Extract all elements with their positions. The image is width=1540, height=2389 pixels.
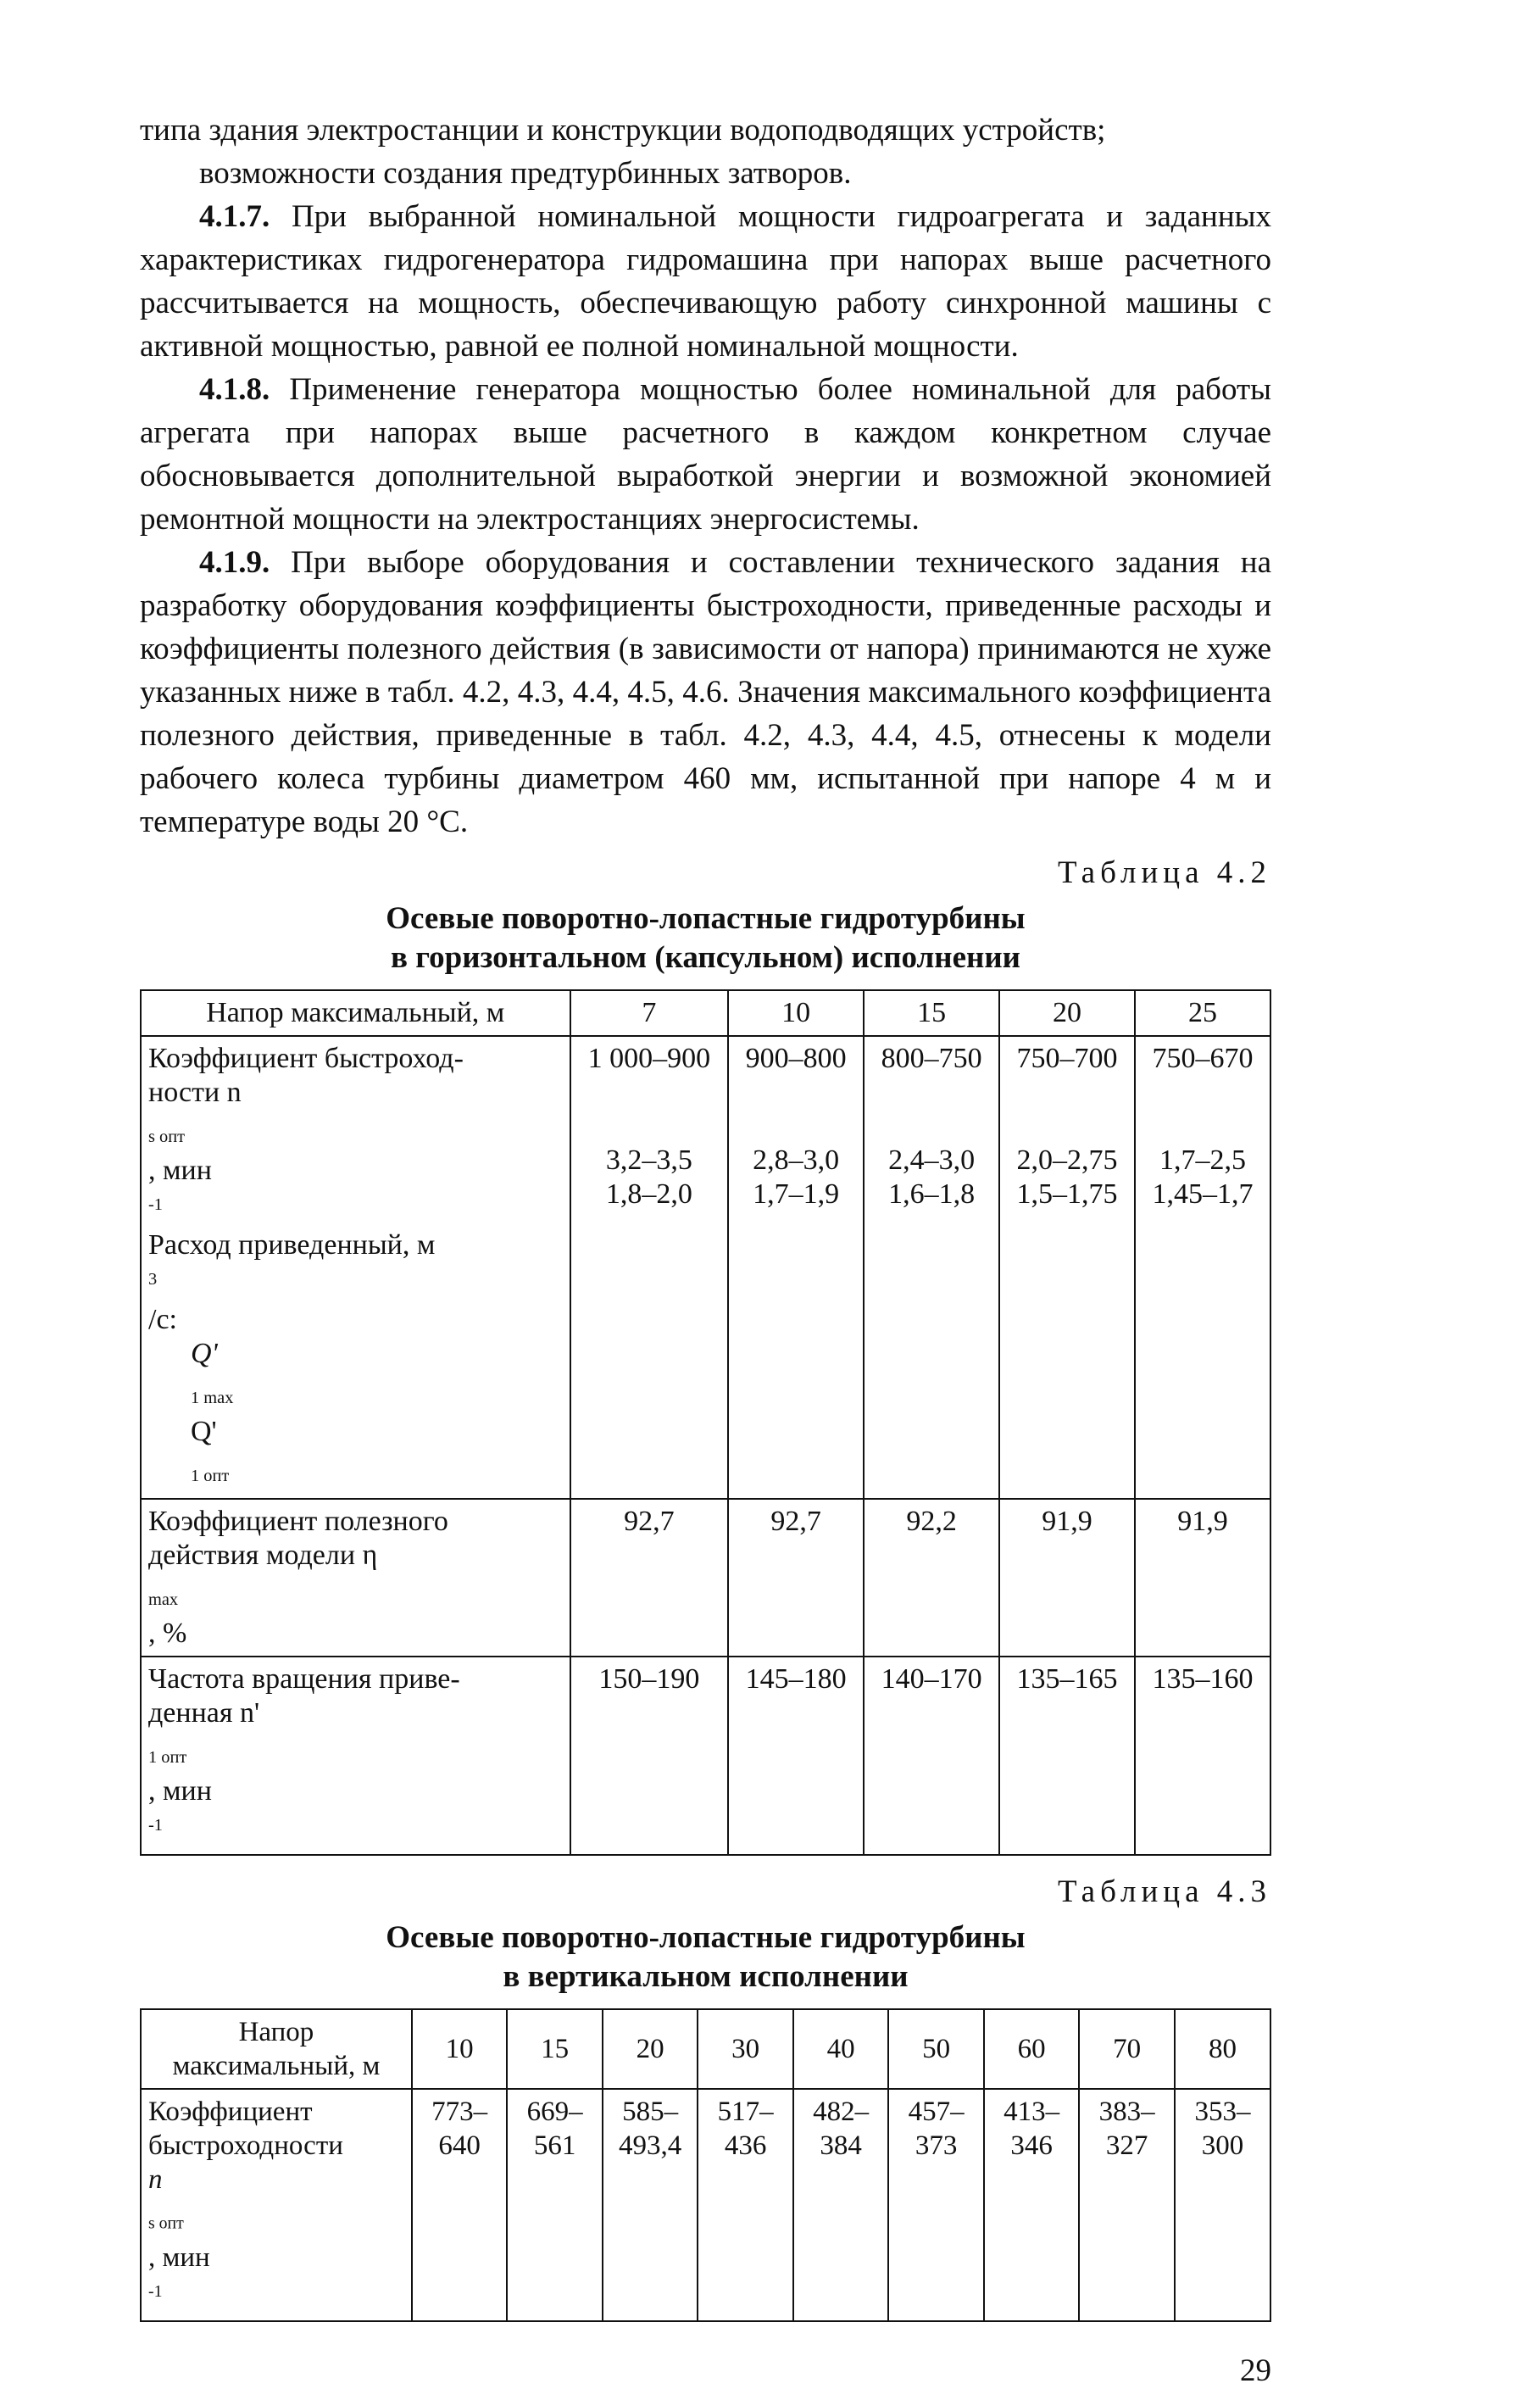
cell-value: 327 [1105, 2130, 1148, 2161]
cell-value: 300 [1201, 2130, 1244, 2161]
table-4-3-cell [793, 2089, 889, 2321]
cell-spacer [736, 1076, 856, 1144]
table-4-3 [140, 2008, 1271, 2322]
cell-value: 413– [1004, 2096, 1060, 2127]
table-4-2-label: Таблица 4.2 [1058, 855, 1271, 890]
clause-number-4-1-7: 4.1.7. [199, 199, 270, 234]
cell-value: 2,4–3,0 [888, 1144, 976, 1176]
cell-value: 750–670 [1152, 1043, 1254, 1074]
table-4-3-cell [1079, 2089, 1175, 2321]
table-4-2 [140, 989, 1271, 1856]
table-4-3-head-cell: 30 [698, 2009, 793, 2089]
table-4-3-head-cell: 10 [412, 2009, 508, 2089]
clause-text-4-1-9: При выборе оборудования и составлении технического задания на разработку оборудования коэффициенты быстроходности, приведенные расходы и коэффициенты полезного действия (в зависимости от напора) принимаются не хуже указанных ниже в табл. 4.2, 4.3, 4.4, 4.5, 4.6. Значения максимального коэффициента полезного действия, приведенные в табл. 4.2, 4.3, 4.4, 4.5, отнесены к модели рабочего колеса турбины диаметром 460 мм, испытанной при напоре 4 м и температуре воды 20 °С. [140, 545, 1271, 839]
cell-value: 2,8–3,0 [753, 1144, 840, 1176]
table-4-2-cell: 135–165 [999, 1657, 1135, 1855]
table-4-2-row-ns-q [141, 1036, 1270, 1499]
cell-value: 1,45–1,7 [1152, 1178, 1254, 1210]
row-label-text: действия модели η [148, 1540, 378, 1572]
row-label-line: Коэффициент полезного [148, 1506, 448, 1538]
table-4-3-label: Таблица 4.3 [1058, 1874, 1271, 1909]
table-4-2-cell: 140–170 [864, 1657, 999, 1855]
row-label-text: ности n [148, 1077, 242, 1108]
table-4-2-cell [1135, 1036, 1270, 1499]
table-4-3-title-line-1: Осевые поворотно-лопастные гидротурбины [386, 1919, 1026, 1955]
cell-value: 800–750 [881, 1043, 982, 1074]
table-4-2-cell [999, 1036, 1135, 1499]
cell-value: 561 [533, 2130, 576, 2161]
table-4-3-cell [507, 2089, 603, 2321]
row-label-line: Частота вращения приве- [148, 1662, 460, 1695]
table-4-3-cell [412, 2089, 508, 2321]
cell-value: 482– [813, 2096, 870, 2127]
cell-value: 669– [526, 2096, 583, 2127]
table-4-3-head-cell: 80 [1175, 2009, 1270, 2089]
cell-value: 353– [1194, 2096, 1251, 2127]
table-4-2-row-label-ns-q [141, 1036, 570, 1499]
row-label-text: денная n' [148, 1696, 260, 1729]
cell-value: 1,5–1,75 [1016, 1178, 1118, 1210]
table-4-3-cell [698, 2089, 793, 2321]
row-label-sub: s опт [148, 1127, 186, 1146]
cell-value: 373 [915, 2130, 958, 2161]
table-4-3-head-cell: 70 [1079, 2009, 1175, 2089]
table-4-3-head-cell: 60 [984, 2009, 1080, 2089]
cell-value: 1,7–2,5 [1159, 1144, 1246, 1176]
cell-spacer [1007, 1076, 1127, 1144]
cell-spacer [871, 1076, 992, 1144]
document-page [140, 109, 1271, 2389]
table-4-3-head-label [141, 2009, 412, 2089]
table-4-2-row-label-freq [141, 1657, 570, 1855]
table-4-3-cell [1175, 2089, 1270, 2321]
paragraph-4-1-7 [140, 195, 1271, 368]
paragraph-4-1-9 [140, 541, 1271, 844]
clause-number-4-1-8: 4.1.8. [199, 372, 270, 407]
head-label-line: Напор [238, 2016, 314, 2047]
table-4-2-title [140, 899, 1271, 977]
table-4-2-row-eta [141, 1499, 1270, 1657]
row-label-line [148, 2163, 404, 2315]
row-label-text: , % [148, 1617, 187, 1649]
table-4-2-head-label: Напор максимальный, м [141, 990, 570, 1036]
table-4-2-head-cell: 10 [728, 990, 864, 1036]
paragraph-2: возможности создания предтурбинных затворов. [199, 156, 852, 191]
cell-value: 585– [622, 2096, 679, 2127]
cell-value: 773– [431, 2096, 488, 2127]
table-4-2-cell [728, 1036, 864, 1499]
row-label-text: Q' [191, 1416, 217, 1448]
row-label-sup: -1 [148, 1815, 163, 1835]
table-4-2-cell: 92,7 [728, 1499, 864, 1657]
row-label-text: Q' [191, 1338, 218, 1370]
table-4-2-cell: 91,9 [1135, 1499, 1270, 1657]
paragraph-4-1-8 [140, 368, 1271, 541]
table-4-2-cell: 91,9 [999, 1499, 1135, 1657]
table-4-3-head-cell: 50 [888, 2009, 984, 2089]
clause-text-4-1-8: Применение генератора мощностью более номинальной для работы агрегата при напорах выше расчетного в каждом конкретном случае обосновывается дополнительной выработкой энергии и возможной экономией ремонтной мощности на электростанциях энергосистемы. [140, 372, 1271, 537]
row-label-text: , мин [148, 1774, 212, 1807]
head-label-line: максимальный, м [172, 2050, 381, 2081]
cell-value: 346 [1010, 2130, 1053, 2161]
row-label-text: , мин [148, 2241, 210, 2273]
table-4-3-head-cell: 15 [507, 2009, 603, 2089]
clause-text-4-1-7: При выбранной номинальной мощности гидроагрегата и заданных характеристиках гидрогенератора гидромашина при напорах выше расчетного рассчитывается на мощность, обеспечивающую работу синхронной машины с активной мощностью, равной ее полной номинальной мощности. [140, 199, 1272, 364]
row-label-text: , мин [148, 1154, 212, 1186]
table-4-2-title-line-2: в горизонтальном (капсульном) исполнении [391, 940, 1020, 975]
row-label-sub: s опт [148, 2214, 184, 2233]
row-label-line [148, 1228, 563, 1337]
row-label-sub: 1 max [191, 1389, 234, 1408]
row-label-line: быстроходности [148, 2130, 343, 2161]
row-label-sub: max [148, 1590, 179, 1609]
table-4-3-header-row [141, 2009, 1270, 2089]
cell-value: 383– [1098, 2096, 1155, 2127]
row-label-line [148, 1415, 563, 1493]
table-4-2-cell: 92,7 [570, 1499, 729, 1657]
cell-value: 436 [724, 2130, 767, 2161]
cell-spacer [578, 1076, 721, 1144]
clause-number-4-1-9: 4.1.9. [199, 545, 270, 580]
table-4-2-head-cell: 7 [570, 990, 729, 1036]
table-4-3-cell [888, 2089, 984, 2321]
cell-value: 457– [908, 2096, 965, 2127]
row-label-line [148, 1539, 563, 1651]
table-4-2-cell: 92,2 [864, 1499, 999, 1657]
row-label-sup: -1 [148, 2281, 163, 2301]
table-4-2-cell: 145–180 [728, 1657, 864, 1855]
table-4-3-cell [984, 2089, 1080, 2321]
row-label-sup: -1 [148, 1194, 163, 1214]
cell-spacer [1142, 1076, 1263, 1144]
table-4-2-cell: 150–190 [570, 1657, 729, 1855]
cell-value: 2,0–2,75 [1016, 1144, 1118, 1176]
row-label-text: n [148, 2163, 163, 2195]
row-label-sub: 1 опт [148, 1747, 187, 1767]
row-label-line [148, 1696, 563, 1849]
table-4-3-row-ns [141, 2089, 1270, 2321]
cell-value: 640 [438, 2130, 481, 2161]
table-4-2-head-cell: 20 [999, 990, 1135, 1036]
cell-value: 384 [820, 2130, 862, 2161]
cell-value: 1 000–900 [587, 1043, 711, 1074]
row-label-line: Коэффициент быстроход- [148, 1043, 464, 1074]
table-4-2-head-cell: 25 [1135, 990, 1270, 1036]
cell-value: 900–800 [745, 1043, 847, 1074]
row-label-line [148, 1076, 563, 1228]
paragraph-1: типа здания электростанции и конструкции водоподводящих устройств; [140, 113, 1106, 148]
table-4-3-head-cell: 20 [603, 2009, 698, 2089]
cell-value: 750–700 [1016, 1043, 1118, 1074]
table-4-2-header-row [141, 990, 1270, 1036]
table-4-3-cell [603, 2089, 698, 2321]
row-label-line: Коэффициент [148, 2096, 313, 2127]
cell-value: 517– [717, 2096, 774, 2127]
table-4-2-head-cell: 15 [864, 990, 999, 1036]
cell-value: 493,4 [619, 2130, 682, 2161]
table-4-2-cell [570, 1036, 729, 1499]
table-4-3-title-line-2: в вертикальном исполнении [503, 1958, 909, 1994]
table-4-2-title-line-1: Осевые поворотно-лопастные гидротурбины [386, 901, 1026, 936]
page-number: 29 [1240, 2353, 1271, 2388]
cell-value: 1,7–1,9 [753, 1178, 840, 1210]
table-4-2-cell: 135–160 [1135, 1657, 1270, 1855]
row-label-text: /с: [148, 1304, 177, 1336]
table-4-3-row-label-ns [141, 2089, 412, 2321]
row-label-text: Расход приведенный, м [148, 1229, 436, 1261]
cell-value: 1,6–1,8 [888, 1178, 976, 1210]
table-4-3-title [140, 1918, 1271, 1996]
cell-value: 1,8–2,0 [605, 1178, 692, 1210]
table-4-3-head-cell: 40 [793, 2009, 889, 2089]
table-4-2-cell [864, 1036, 999, 1499]
table-4-2-row-label-eta [141, 1499, 570, 1657]
row-label-line [148, 1337, 563, 1415]
row-label-sub: 1 опт [191, 1467, 230, 1486]
row-label-sup: 3 [148, 1270, 158, 1289]
cell-value: 3,2–3,5 [605, 1144, 692, 1176]
table-4-2-row-freq [141, 1657, 1270, 1855]
